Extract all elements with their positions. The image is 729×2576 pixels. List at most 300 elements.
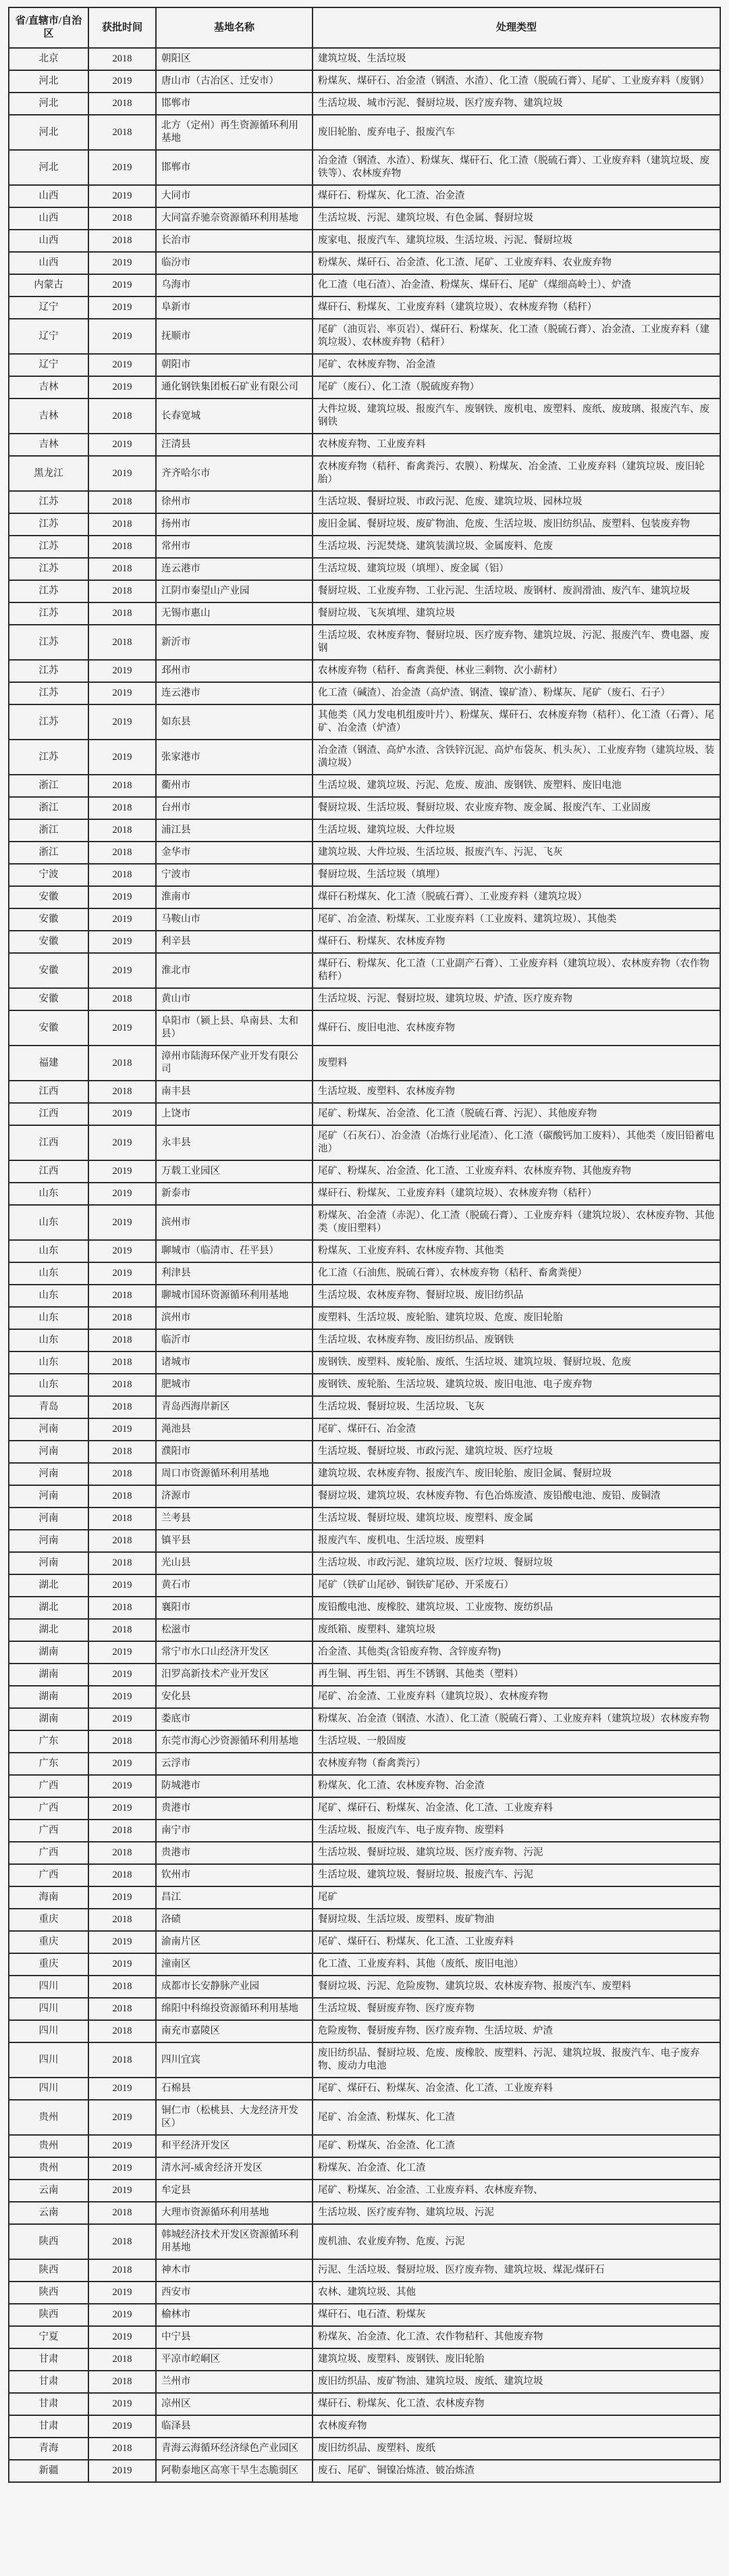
cell-processing-type: 粉煤灰、冶金渣、化工渣 xyxy=(313,2157,720,2180)
cell-approval-time: 2019 xyxy=(88,319,156,354)
cell-approval-time: 2018 xyxy=(88,1374,156,1396)
cell-approval-time: 2019 xyxy=(88,2157,156,2180)
cell-approval-time: 2018 xyxy=(88,48,156,70)
cell-approval-time: 2019 xyxy=(88,456,156,491)
cell-base-name: 邯郸市 xyxy=(156,150,313,185)
cell-province: 湖南 xyxy=(9,1708,88,1730)
cell-province: 湖北 xyxy=(9,1597,88,1619)
cell-province: 江苏 xyxy=(9,704,88,740)
cell-base-name: 连云港市 xyxy=(156,682,313,704)
cell-approval-time: 2019 xyxy=(88,1125,156,1160)
cell-approval-time: 2018 xyxy=(88,1842,156,1864)
cell-approval-time: 2018 xyxy=(88,558,156,580)
cell-processing-type: 农林废弃物（秸秆、畜禽粪污、农膜）、粉煤灰、冶金渣、工业废弃料（建筑垃圾、废旧轮胎） xyxy=(313,456,720,491)
cell-province: 贵州 xyxy=(9,2100,88,2135)
cell-approval-time: 2019 xyxy=(88,2180,156,2202)
cell-province: 山东 xyxy=(9,1262,88,1285)
cell-province: 四川 xyxy=(9,1998,88,2020)
table-row xyxy=(9,491,720,513)
cell-base-name: 邳州市 xyxy=(156,660,313,682)
cell-approval-time: 2019 xyxy=(88,2393,156,2415)
cell-base-name: 韩城经济技术开发区资源循环利用基地 xyxy=(156,2224,313,2259)
cell-base-name: 利津县 xyxy=(156,1262,313,1285)
cell-province: 安徽 xyxy=(9,931,88,953)
cell-base-name: 云浮市 xyxy=(156,1753,313,1775)
table-row xyxy=(9,1160,720,1183)
cell-approval-time: 2019 xyxy=(88,2326,156,2348)
cell-processing-type: 废钢铁、废塑料、废轮胎、废纸、生活垃圾、建筑垃圾、餐厨垃圾、危废 xyxy=(313,1351,720,1374)
cell-base-name: 西安市 xyxy=(156,2282,313,2304)
cell-processing-type: 粉煤灰、冶金渣（钢渣、水渣）、化工渣（脱硫石膏）、工业废弃料（建筑垃圾）农林废弃物 xyxy=(313,1708,720,1730)
cell-province: 江苏 xyxy=(9,602,88,625)
cell-approval-time: 2019 xyxy=(88,2135,156,2157)
cell-base-name: 汪清县 xyxy=(156,434,313,456)
cell-base-name: 长治市 xyxy=(156,230,313,252)
cell-province: 山东 xyxy=(9,1285,88,1307)
table-row xyxy=(9,1285,720,1307)
cell-province: 安徽 xyxy=(9,988,88,1010)
cell-base-name: 兰州市 xyxy=(156,2371,313,2393)
cell-approval-time: 2018 xyxy=(88,513,156,536)
table-row xyxy=(9,1664,720,1686)
table-row xyxy=(9,93,720,115)
cell-processing-type: 煤矸石、粉煤灰、工业废弃料（建筑垃圾）、农林废弃物（秸秆） xyxy=(313,1183,720,1205)
cell-processing-type: 煤矸石、电石渣、粉煤灰 xyxy=(313,2304,720,2326)
cell-province: 广东 xyxy=(9,1730,88,1753)
cell-province: 云南 xyxy=(9,2202,88,2224)
cell-base-name: 榆林市 xyxy=(156,2304,313,2326)
cell-processing-type: 尾矿、冶金渣、工业废弃料（建筑垃圾）、农林废弃物 xyxy=(313,1686,720,1708)
cell-processing-type: 餐厨垃圾、生活垃圾、废塑料、废矿物油 xyxy=(313,1909,720,1931)
cell-base-name: 防城港市 xyxy=(156,1775,313,1797)
table-row xyxy=(9,2135,720,2157)
cell-base-name: 贵港市 xyxy=(156,1842,313,1864)
cell-approval-time: 2019 xyxy=(88,376,156,398)
cell-province: 浙江 xyxy=(9,842,88,864)
table-row xyxy=(9,602,720,625)
cell-base-name: 淮南市 xyxy=(156,886,313,908)
cell-base-name: 安化县 xyxy=(156,1686,313,1708)
cell-processing-type: 尾矿、煤矸石、粉煤灰、化工渣、工业废弃料 xyxy=(313,1931,720,1953)
cell-province: 江苏 xyxy=(9,491,88,513)
cell-approval-time: 2019 xyxy=(88,1664,156,1686)
cell-approval-time: 2018 xyxy=(88,1329,156,1351)
cell-base-name: 张家港市 xyxy=(156,740,313,775)
cell-province: 山东 xyxy=(9,1329,88,1351)
cell-base-name: 齐齐哈尔市 xyxy=(156,456,313,491)
cell-approval-time: 2018 xyxy=(88,1463,156,1485)
cell-processing-type: 生活垃圾、餐厨垃圾、建筑垃圾、医疗废弃物、污泥 xyxy=(313,1842,720,1864)
cell-processing-type: 尾矿、农林废弃物、冶金渣 xyxy=(313,354,720,376)
cell-processing-type: 煤矸石、粉煤灰、工业废弃料（建筑垃圾）、农林废弃物（秸秆） xyxy=(313,297,720,319)
cell-processing-type: 生活垃圾、污泥、建筑垃圾、有色金属、餐厨垃圾 xyxy=(313,207,720,230)
table-row xyxy=(9,2460,720,2482)
cell-province: 山西 xyxy=(9,185,88,207)
cell-processing-type: 尾矿、煤矸石、粉煤灰、冶金渣、化工渣、工业废弃料 xyxy=(313,1797,720,1820)
cell-processing-type: 生活垃圾、城市污泥、餐厨垃圾、医疗废弃物、建筑垃圾 xyxy=(313,93,720,115)
cell-approval-time: 2018 xyxy=(88,2438,156,2460)
cell-base-name: 滨州市 xyxy=(156,1205,313,1240)
cell-base-name: 临汾市 xyxy=(156,252,313,274)
cell-province: 河北 xyxy=(9,93,88,115)
table-row xyxy=(9,1508,720,1530)
cell-processing-type: 尾矿（铁矿山尾砂、铜铁矿尾砂、开采废石） xyxy=(313,1574,720,1597)
cell-base-name: 娄底市 xyxy=(156,1708,313,1730)
table-row xyxy=(9,2157,720,2180)
cell-base-name: 光山县 xyxy=(156,1552,313,1574)
table-row xyxy=(9,2304,720,2326)
cell-processing-type: 煤矸石、粉煤灰、化工渣、冶金渣 xyxy=(313,185,720,207)
table-row xyxy=(9,1953,720,1976)
cell-processing-type: 废旧纺织品、废塑料、废纸 xyxy=(313,2438,720,2460)
cell-approval-time: 2018 xyxy=(88,1441,156,1463)
cell-base-name: 潼南区 xyxy=(156,1953,313,1976)
cell-base-name: 宁波市 xyxy=(156,864,313,886)
cell-processing-type: 农林废弃物（畜禽粪污） xyxy=(313,1753,720,1775)
table-row xyxy=(9,1886,720,1909)
cell-province: 湖南 xyxy=(9,1686,88,1708)
cell-approval-time: 2019 xyxy=(88,908,156,931)
cell-processing-type: 尾矿（石灰石）、冶金渣（冶炼行业尾渣）、化工渣（碳酸钙加工废料）、其他类（废旧铅蓄电池） xyxy=(313,1125,720,1160)
cell-processing-type: 粉煤灰、冶金渣（赤泥）、化工渣（脱硫石膏）、工业废弃料（建筑垃圾）、农林废弃物、其他类（废旧塑料） xyxy=(313,1205,720,1240)
cell-base-name: 利辛县 xyxy=(156,931,313,953)
cell-province: 宁夏 xyxy=(9,2326,88,2348)
table-row xyxy=(9,886,720,908)
cell-base-name: 滨州市 xyxy=(156,1307,313,1329)
cell-base-name: 朝阳市 xyxy=(156,354,313,376)
cell-province: 四川 xyxy=(9,2020,88,2042)
cell-processing-type: 粉煤灰、煤矸石、冶金渣（钢渣、水渣）、化工渣（脱硫石膏）、尾矿、工业废弃料（废钢） xyxy=(313,70,720,93)
cell-province: 云南 xyxy=(9,2180,88,2202)
cell-province: 江苏 xyxy=(9,682,88,704)
table-row xyxy=(9,1329,720,1351)
cell-base-name: 肥城市 xyxy=(156,1374,313,1396)
cell-base-name: 凉州区 xyxy=(156,2393,313,2415)
cell-approval-time: 2018 xyxy=(88,2020,156,2042)
table-row xyxy=(9,1686,720,1708)
cell-approval-time: 2018 xyxy=(88,1619,156,1641)
cell-base-name: 黄山市 xyxy=(156,988,313,1010)
cell-processing-type: 生活垃圾、餐厨垃圾、市政污泥、危废、建筑垃圾、园林垃圾 xyxy=(313,491,720,513)
cell-processing-type: 建筑垃圾、农林废弃物、报废汽车、废旧轮胎、废旧金属、餐厨垃圾 xyxy=(313,1463,720,1485)
cell-province: 湖南 xyxy=(9,1664,88,1686)
cell-base-name: 新沂市 xyxy=(156,625,313,660)
cell-base-name: 淮北市 xyxy=(156,953,313,988)
cell-base-name: 镇平县 xyxy=(156,1530,313,1552)
table-row xyxy=(9,864,720,886)
table-row xyxy=(9,297,720,319)
cell-base-name: 临沂市 xyxy=(156,1329,313,1351)
cell-approval-time: 2018 xyxy=(88,1285,156,1307)
cell-processing-type: 冶金渣（钢渣、水渣）、粉煤灰、煤矸石、化工渣（脱硫石膏）、工业废弃料（建筑垃圾、废铁等）、农林废弃物 xyxy=(313,150,720,185)
cell-province: 湖北 xyxy=(9,1574,88,1597)
cell-base-name: 渑池县 xyxy=(156,1418,313,1441)
table-row xyxy=(9,1998,720,2020)
cell-province: 河南 xyxy=(9,1441,88,1463)
cell-approval-time: 2018 xyxy=(88,1976,156,1998)
cell-province: 四川 xyxy=(9,2078,88,2100)
cell-approval-time: 2018 xyxy=(88,115,156,150)
cell-base-name: 新泰市 xyxy=(156,1183,313,1205)
cell-approval-time: 2019 xyxy=(88,1183,156,1205)
cell-approval-time: 2018 xyxy=(88,602,156,625)
cell-base-name: 大理市资源循环利用基地 xyxy=(156,2202,313,2224)
cell-approval-time: 2018 xyxy=(88,580,156,602)
cell-base-name: 大同富乔驰奈资源循环利用基地 xyxy=(156,207,313,230)
cell-province: 山东 xyxy=(9,1351,88,1374)
cell-province: 宁波 xyxy=(9,864,88,886)
cell-processing-type: 尾矿（油页岩、率页岩）、煤矸石、粉煤灰、化工渣（脱硫石膏）、冶金渣、工业废弃料（建筑垃圾）、农林废弃物（秸秆） xyxy=(313,319,720,354)
cell-processing-type: 废铅酸电池、废橡胶、建筑垃圾、工业废物、废纺织品 xyxy=(313,1597,720,1619)
cell-approval-time: 2018 xyxy=(88,775,156,797)
table-row xyxy=(9,2100,720,2135)
cell-province: 黑龙江 xyxy=(9,456,88,491)
table-row xyxy=(9,1597,720,1619)
table-header xyxy=(9,7,720,48)
cell-processing-type: 生活垃圾、建筑垃圾（填埋）、废金属（铝） xyxy=(313,558,720,580)
cell-approval-time: 2019 xyxy=(88,252,156,274)
table-row xyxy=(9,1103,720,1125)
cell-approval-time: 2019 xyxy=(88,1708,156,1730)
cell-province: 广西 xyxy=(9,1842,88,1864)
cell-province: 山西 xyxy=(9,252,88,274)
cell-province: 广西 xyxy=(9,1864,88,1886)
cell-approval-time: 2018 xyxy=(88,1046,156,1081)
cell-base-name: 聊城市国环资源循环利用基地 xyxy=(156,1285,313,1307)
cell-province: 河北 xyxy=(9,70,88,93)
table-row xyxy=(9,1485,720,1508)
cell-base-name: 无锡市惠山 xyxy=(156,602,313,625)
cell-approval-time: 2019 xyxy=(88,1953,156,1976)
cell-approval-time: 2019 xyxy=(88,1686,156,1708)
cell-processing-type: 生活垃圾、餐厨垃圾、建筑垃圾、废塑料、废金属 xyxy=(313,1508,720,1530)
table-row xyxy=(9,660,720,682)
cell-approval-time: 2019 xyxy=(88,1205,156,1240)
table-row xyxy=(9,252,720,274)
table-row xyxy=(9,1374,720,1396)
cell-processing-type: 冶金渣（钢渣、高炉水渣、含铁锌沉泥、高炉布袋灰、机头灰）、工业废弃物（建筑垃圾、装潢垃圾） xyxy=(313,740,720,775)
cell-base-name: 北方（定州）再生资源循环利用基地 xyxy=(156,115,313,150)
cell-base-name: 兰考县 xyxy=(156,1508,313,1530)
cell-base-name: 青海云海循环经济绿色产业园区 xyxy=(156,2438,313,2460)
cell-processing-type: 生活垃圾、市政污泥、建筑垃圾、医疗垃圾、餐厨垃圾 xyxy=(313,1552,720,1574)
cell-approval-time: 2018 xyxy=(88,1307,156,1329)
cell-approval-time: 2019 xyxy=(88,1262,156,1285)
table-row xyxy=(9,558,720,580)
cell-processing-type: 尾矿、粉煤灰、冶金渣、工业废弃料、农林废弃物、 xyxy=(313,2180,720,2202)
cell-processing-type: 尾矿、粉煤灰、冶金渣、化工渣（脱硫石膏、污泥）、其他废弃物 xyxy=(313,1103,720,1125)
cell-approval-time: 2018 xyxy=(88,1597,156,1619)
cell-province: 北京 xyxy=(9,48,88,70)
cell-base-name: 马鞍山市 xyxy=(156,908,313,931)
cell-province: 甘肃 xyxy=(9,2393,88,2415)
cell-processing-type: 生活垃圾、建筑垃圾、餐厨垃圾、报废汽车、污泥 xyxy=(313,1864,720,1886)
cell-province: 安徽 xyxy=(9,886,88,908)
cell-province: 内蒙古 xyxy=(9,274,88,297)
cell-base-name: 石棉县 xyxy=(156,2078,313,2100)
cell-base-name: 唐山市（古冶区、迁安市） xyxy=(156,70,313,93)
table-row xyxy=(9,1046,720,1081)
table-row xyxy=(9,1463,720,1485)
table-row xyxy=(9,536,720,558)
cell-province: 陕西 xyxy=(9,2224,88,2259)
table-row xyxy=(9,2020,720,2042)
cell-province: 河北 xyxy=(9,115,88,150)
cell-province: 河南 xyxy=(9,1463,88,1485)
cell-base-name: 长春宽城 xyxy=(156,398,313,434)
cell-base-name: 阜阳市（颍上县、阜南县、太和县） xyxy=(156,1010,313,1046)
cell-approval-time: 2019 xyxy=(88,1240,156,1262)
cell-province: 吉林 xyxy=(9,398,88,434)
table-row xyxy=(9,1125,720,1160)
cell-province: 四川 xyxy=(9,1976,88,1998)
cell-approval-time: 2019 xyxy=(88,682,156,704)
cell-province: 福建 xyxy=(9,1046,88,1081)
cell-province: 山东 xyxy=(9,1183,88,1205)
table-row xyxy=(9,1753,720,1775)
table-row xyxy=(9,1619,720,1641)
cell-base-name: 济源市 xyxy=(156,1485,313,1508)
cell-province: 江西 xyxy=(9,1081,88,1103)
cell-processing-type: 餐厨垃圾、建筑垃圾、农林废弃物、有色冶炼废渣、废铅酸电池、废铅、废铜渣 xyxy=(313,1485,720,1508)
cell-province: 广西 xyxy=(9,1775,88,1797)
table-row xyxy=(9,2224,720,2259)
cell-approval-time: 2019 xyxy=(88,886,156,908)
cell-approval-time: 2018 xyxy=(88,1864,156,1886)
cell-province: 安徽 xyxy=(9,953,88,988)
table-row xyxy=(9,207,720,230)
cell-base-name: 濮阳市 xyxy=(156,1441,313,1463)
cell-approval-time: 2019 xyxy=(88,1418,156,1441)
cell-processing-type: 生活垃圾、建筑垃圾、大件垃圾 xyxy=(313,819,720,842)
cell-approval-time: 2018 xyxy=(88,1485,156,1508)
cell-province: 湖北 xyxy=(9,1619,88,1641)
cell-processing-type: 生活垃圾、一般固废 xyxy=(313,1730,720,1753)
cell-province: 辽宁 xyxy=(9,354,88,376)
table-row xyxy=(9,434,720,456)
cell-approval-time: 2018 xyxy=(88,207,156,230)
cell-approval-time: 2019 xyxy=(88,953,156,988)
cell-approval-time: 2018 xyxy=(88,2042,156,2078)
cell-base-name: 诸城市 xyxy=(156,1351,313,1374)
cell-approval-time: 2018 xyxy=(88,491,156,513)
cell-processing-type: 餐厨垃圾、生活垃圾、餐厨垃圾、农业废弃物、废金属、报废汽车、工业固废 xyxy=(313,797,720,819)
cell-province: 广西 xyxy=(9,1797,88,1820)
cell-approval-time: 2019 xyxy=(88,185,156,207)
cell-processing-type: 废旧金属、餐厨垃圾、废矿物油、危废、生活垃圾、废旧纺织品、废塑料、包装废弃物 xyxy=(313,513,720,536)
table-row xyxy=(9,1909,720,1931)
cell-base-name: 连云港市 xyxy=(156,558,313,580)
cell-processing-type: 废旧纺织品、餐厨垃圾、危废、废橡胶、废塑料、污泥、建筑垃圾、报废汽车、电子废弃物、废动力电池 xyxy=(313,2042,720,2078)
cell-approval-time: 2019 xyxy=(88,2304,156,2326)
table-row xyxy=(9,1797,720,1820)
cell-province: 江苏 xyxy=(9,536,88,558)
cell-processing-type: 生活垃圾、农林废弃物、餐厨垃圾、废旧纺织品 xyxy=(313,1285,720,1307)
cell-province: 湖南 xyxy=(9,1641,88,1664)
table-row xyxy=(9,1396,720,1418)
cell-province: 辽宁 xyxy=(9,297,88,319)
cell-processing-type: 餐厨垃圾、污泥、危险废物、建筑垃圾、农林废弃物、报废汽车、废塑料 xyxy=(313,1976,720,1998)
table-row xyxy=(9,797,720,819)
cell-approval-time: 2018 xyxy=(88,1351,156,1374)
table-row xyxy=(9,1820,720,1842)
cell-approval-time: 2018 xyxy=(88,2259,156,2282)
cell-base-name: 阜新市 xyxy=(156,297,313,319)
cell-base-name: 汨罗高新技术产业开发区 xyxy=(156,1664,313,1686)
cell-processing-type: 危险废物、餐厨废弃物、医疗废弃物、生活垃圾、炉渣 xyxy=(313,2020,720,2042)
cell-approval-time: 2018 xyxy=(88,819,156,842)
cell-approval-time: 2018 xyxy=(88,230,156,252)
cell-approval-time: 2019 xyxy=(88,2078,156,2100)
cell-base-name: 乌海市 xyxy=(156,274,313,297)
cell-approval-time: 2019 xyxy=(88,1641,156,1664)
cell-base-name: 四川宜宾 xyxy=(156,2042,313,2078)
cell-processing-type: 煤矸石、废旧电池、农林废弃物 xyxy=(313,1010,720,1046)
cell-processing-type: 生活垃圾、医疗废弃物、建筑垃圾、污泥 xyxy=(313,2202,720,2224)
cell-province: 浙江 xyxy=(9,797,88,819)
table-row xyxy=(9,1842,720,1864)
cell-province: 江西 xyxy=(9,1125,88,1160)
cell-province: 浙江 xyxy=(9,819,88,842)
header-province: 省/直辖市/自治区 xyxy=(9,7,88,48)
table-row xyxy=(9,2371,720,2393)
cell-base-name: 徐州市 xyxy=(156,491,313,513)
table-row xyxy=(9,1418,720,1441)
table-row xyxy=(9,740,720,775)
table-row xyxy=(9,953,720,988)
cell-processing-type: 煤矸石、粉煤灰、化工渣、农林废弃物 xyxy=(313,2393,720,2415)
cell-base-name: 牟定县 xyxy=(156,2180,313,2202)
cell-approval-time: 2018 xyxy=(88,2224,156,2259)
cell-base-name: 朝阳区 xyxy=(156,48,313,70)
cell-province: 河南 xyxy=(9,1418,88,1441)
cell-province: 山东 xyxy=(9,1240,88,1262)
cell-province: 江苏 xyxy=(9,740,88,775)
cell-processing-type: 农林废弃物 xyxy=(313,2415,720,2438)
cell-processing-type: 尾矿（废石）、化工渣（脱硫废弃物） xyxy=(313,376,720,398)
table-row xyxy=(9,2326,720,2348)
cell-approval-time: 2018 xyxy=(88,625,156,660)
cell-province: 江苏 xyxy=(9,580,88,602)
cell-approval-time: 2018 xyxy=(88,988,156,1010)
table-row xyxy=(9,2348,720,2371)
table-row xyxy=(9,1307,720,1329)
table-row xyxy=(9,2202,720,2224)
header-row xyxy=(9,7,720,48)
cell-processing-type: 废石、尾矿、铜镍冶炼渣、铍冶炼渣 xyxy=(313,2460,720,2482)
cell-approval-time: 2019 xyxy=(88,1775,156,1797)
cell-processing-type: 生活垃圾、餐厨废弃物、医疗废弃物 xyxy=(313,1998,720,2020)
cell-approval-time: 2019 xyxy=(88,660,156,682)
table-row xyxy=(9,2042,720,2078)
cell-base-name: 青岛西海岸新区 xyxy=(156,1396,313,1418)
cell-province: 浙江 xyxy=(9,775,88,797)
cell-province: 河南 xyxy=(9,1530,88,1552)
cell-approval-time: 2019 xyxy=(88,297,156,319)
cell-processing-type: 废钢铁、废轮胎、生活垃圾、建筑垃圾、废旧电池、电子废弃物 xyxy=(313,1374,720,1396)
cell-base-name: 绵阳中科绵投资源循环利用基地 xyxy=(156,1998,313,2020)
cell-processing-type: 尾矿、粉煤灰、冶金渣、化工渣 xyxy=(313,2135,720,2157)
table-row xyxy=(9,1730,720,1753)
table-row xyxy=(9,704,720,740)
cell-processing-type: 废旧轮胎、废弃电子、报废汽车 xyxy=(313,115,720,150)
table-row xyxy=(9,1441,720,1463)
cell-approval-time: 2018 xyxy=(88,797,156,819)
table-row xyxy=(9,1864,720,1886)
cell-approval-time: 2019 xyxy=(88,1103,156,1125)
cell-base-name: 台州市 xyxy=(156,797,313,819)
cell-approval-time: 2019 xyxy=(88,434,156,456)
